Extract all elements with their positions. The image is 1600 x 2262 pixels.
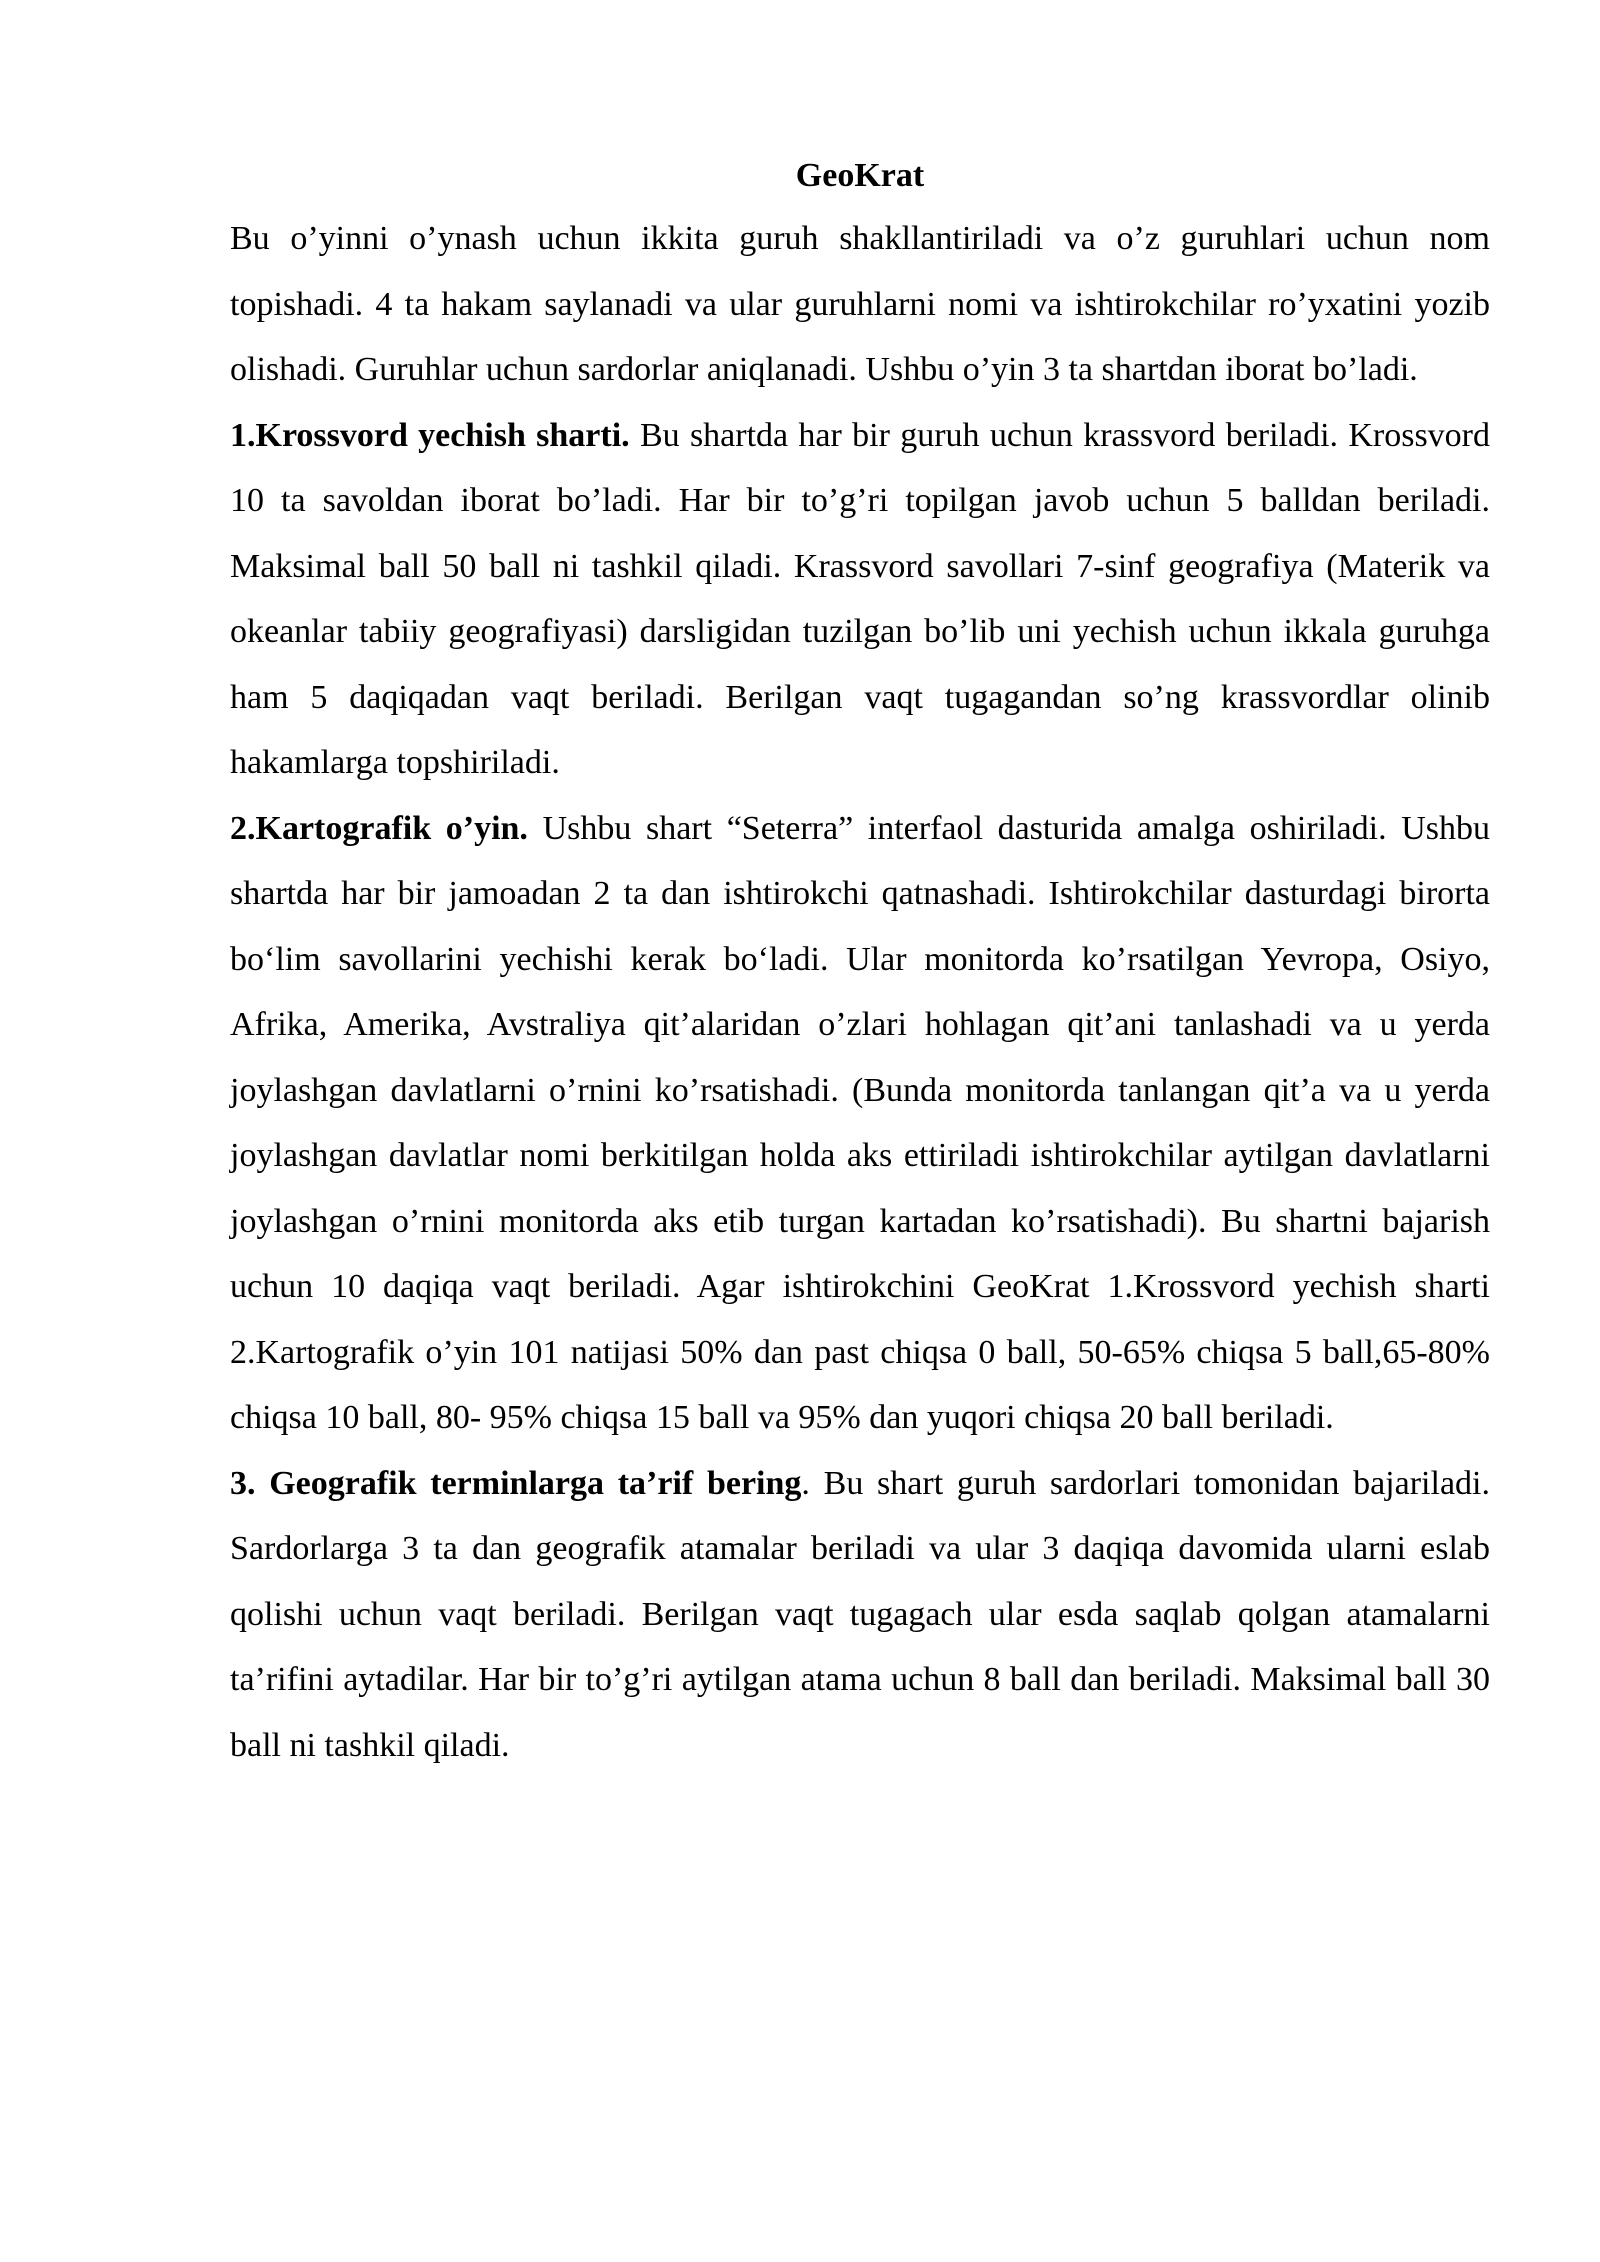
section-terminlar bbox=[230, 1451, 1490, 1779]
document-page bbox=[230, 150, 1490, 1778]
section-heading: 1.Krossvord yechish sharti. bbox=[230, 416, 630, 454]
section-krossvord bbox=[230, 403, 1490, 796]
section-heading: 3. Geografik terminlarga ta’rif bering bbox=[230, 1464, 802, 1502]
section-heading: 2.Kartografik o’yin. bbox=[230, 809, 528, 847]
section-text: Bu shartda har bir guruh uchun krassvord beriladi. Krossvord 10 ta savoldan iborat bo’ladi. Har bir to’g’ri topilgan javob uchun 5 balldan beriladi. Maksimal ball 50 ball ni tashkil qiladi. Krassvord savollari 7-sinf geografiya (Materik va okeanlar tabiiy geografiyasi) darsligidan tuzilgan bo’lib uni yechish uchun ikkala guruhga ham 5 daqiqadan vaqt beriladi. Berilgan vaqt tugagandan so’ng krassvordlar olinib hakamlarga topshiriladi. bbox=[230, 416, 1490, 781]
section-kartografik bbox=[230, 796, 1490, 1451]
section-text: Ushbu shart “Seterra” interfaol dasturida amalga oshiriladi. Ushbu shartda har bir jamoadan 2 ta dan ishtirokchi qatnashadi. Ishtirokchilar dasturdagi birorta bo‘lim savollarini yechishi kerak bo‘ladi. Ular monitorda ko’rsatilgan Yevropa, Osiyo, Afrika, Amerika, Avstraliya qit’alaridan o’zlari hohlagan qit’ani tanlashadi va u yerda joylashgan davlatlarni o’rnini ko’rsatishadi. (Bunda monitorda tanlangan qit’a va u yerda joylashgan davlatlar nomi berkitilgan holda aks ettiriladi ishtirokchilar aytilgan davlatlarni joylashgan o’rnini monitorda aks etib turgan kartadan ko’rsatishadi). Bu shartni bajarish uchun 10 daqiqa vaqt beriladi. Agar ishtirokchini GeoKrat 1.Krossvord yechish sharti 2.Kartografik o’yin 101 natijasi 50% dan past chiqsa 0 ball, 50-65% chiqsa 5 ball,65-80% chiqsa 10 ball, 80- 95% chiqsa 15 ball va 95% dan yuqori chiqsa 20 ball beriladi. bbox=[230, 809, 1490, 1436]
intro-paragraph: Bu o’yinni o’ynash uchun ikkita guruh shakllantiriladi va o’z guruhlari uchun nom topishadi. 4 ta hakam saylanadi va ular guruhlarni nomi va ishtirokchilar ro’yxatini yozib olishadi. Guruhlar uchun sardorlar aniqlanadi. Ushbu o’yin 3 ta shartdan iborat bo’ladi. bbox=[230, 220, 1490, 388]
document-title: GeoKrat bbox=[795, 157, 925, 194]
section-text: . Bu shart guruh sardorlari tomonidan bajariladi. Sardorlarga 3 ta dan geografik atamalar beriladi va ular 3 daqiqa davomida ularni eslab qolishi uchun vaqt beriladi. Berilgan vaqt tugagach ular esda saqlab qolgan atamalarni ta’rifini aytadilar. Har bir to’g’ri aytilgan atama uchun 8 ball dan beriladi. Maksimal ball 30 ball ni tashkil qiladi. bbox=[230, 1464, 1490, 1764]
